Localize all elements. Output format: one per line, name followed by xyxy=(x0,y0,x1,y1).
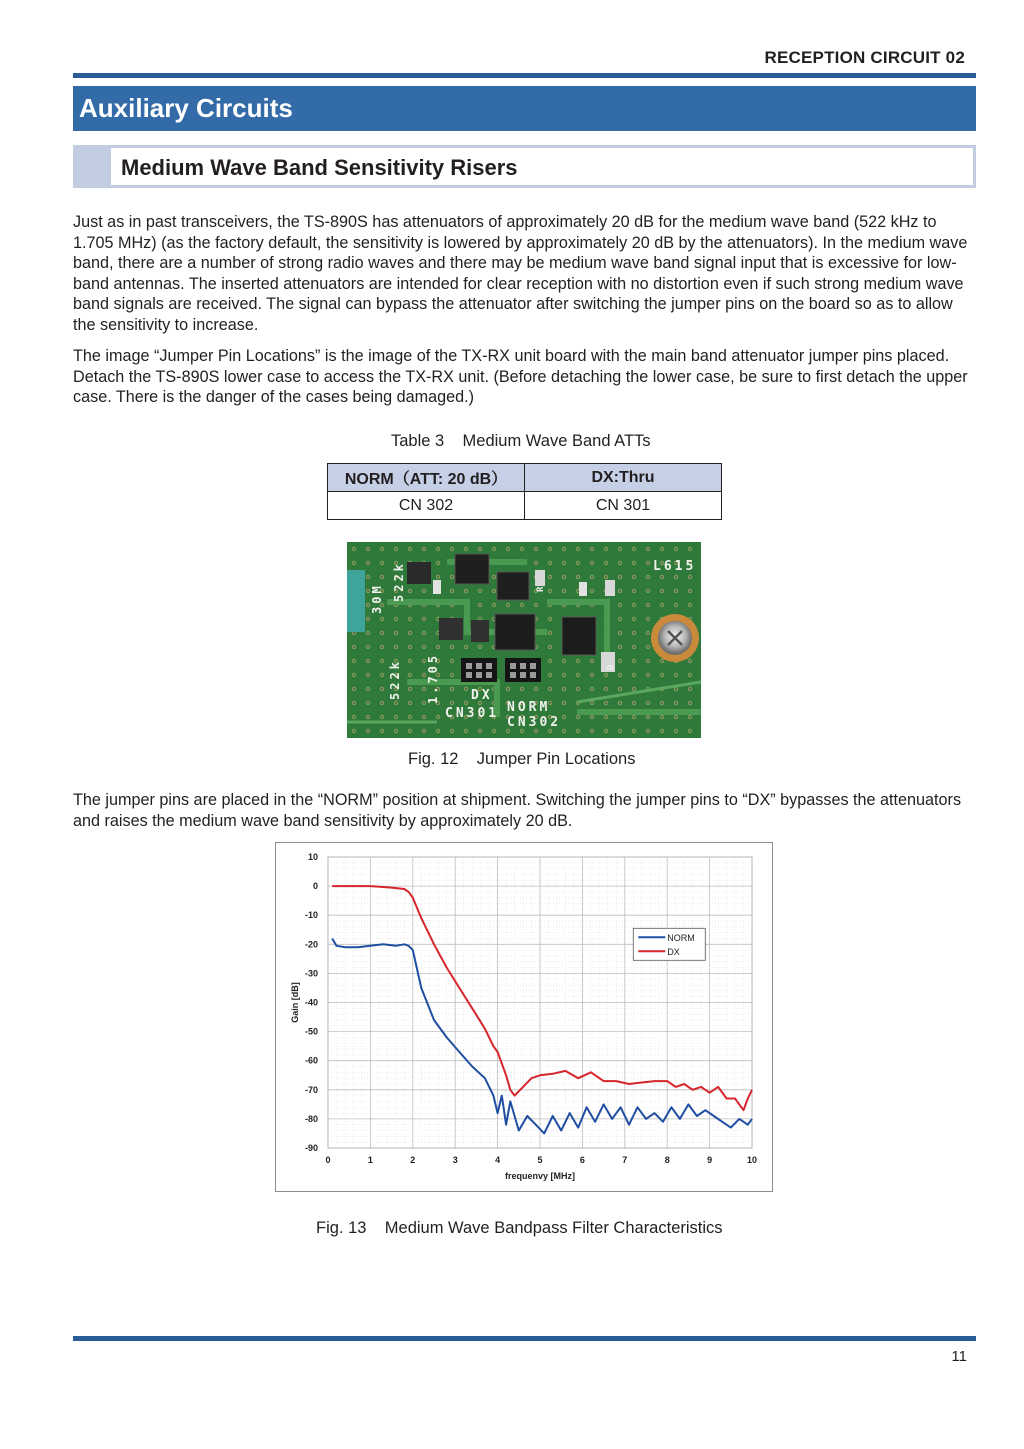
x-tick-label: 7 xyxy=(622,1155,628,1165)
silkscreen-1705: 1.705 xyxy=(426,652,440,704)
x-tick-label: 4 xyxy=(495,1155,501,1165)
legend-label-norm: NORM xyxy=(667,932,695,943)
inductor-chip xyxy=(455,554,489,584)
smd-part xyxy=(579,582,587,596)
legend-label-dx: DX xyxy=(667,946,680,957)
y-tick-label: 0 xyxy=(312,881,318,892)
y-tick-label: 10 xyxy=(307,852,318,862)
table-header-norm: NORM（ATT: 20 dB） xyxy=(328,464,525,492)
jumper-header-cn301 xyxy=(461,658,497,682)
y-tick-label: -90 xyxy=(304,1143,318,1153)
jumper-header-cn302 xyxy=(505,658,541,682)
silkscreen-l615: L615 xyxy=(653,559,697,574)
att-table xyxy=(327,463,722,520)
smd-part xyxy=(433,580,441,594)
header-rule xyxy=(73,73,976,78)
x-tick-label: 6 xyxy=(579,1155,585,1165)
jumper-pin-photo xyxy=(347,542,701,738)
smd-part xyxy=(605,580,615,596)
inductor-chip xyxy=(407,562,431,584)
table-cell-dx: CN 301 xyxy=(525,492,722,520)
figure13-caption: Fig. 13 Medium Wave Bandpass Filter Characteristics xyxy=(316,1219,723,1237)
silkscreen-cn302: CN302 xyxy=(507,715,562,730)
footer-rule xyxy=(73,1336,976,1341)
silkscreen-cn301: CN301 xyxy=(445,706,500,721)
table-cell-norm: CN 302 xyxy=(328,492,525,520)
x-tick-label: 2 xyxy=(410,1155,416,1165)
table-header-dx: DX:Thru xyxy=(525,464,722,492)
running-header: RECEPTION CIRCUIT 02 xyxy=(764,48,965,67)
table-row xyxy=(328,492,722,520)
y-tick-label: -70 xyxy=(304,1084,318,1095)
x-tick-label: 0 xyxy=(325,1155,331,1165)
subsection-title-box xyxy=(111,148,973,185)
table-header-row xyxy=(328,464,722,492)
page-number: 11 xyxy=(951,1348,967,1365)
x-tick-label: 1 xyxy=(367,1155,373,1165)
table-caption: Table 3 Medium Wave Band ATTs xyxy=(391,432,651,450)
y-tick-label: -60 xyxy=(304,1055,318,1066)
paragraph-intro: Just as in past transceivers, the TS-890S has attenuators of approximately 20 dB for the medium wave band (522 kHz to 1.705 MHz) (as the factory default, the sensitivity is lowered by approximately 20 dB by the attenuators). In the medium wave band, there are a number of strong radio waves and there may be medium wave band signal input that is excessive for low-band antennas. The inserted attenuators are intended for clear reception with no distortion even if such strong medium wave band signals are received. The signal can bypass the attenuator after switching the jumper pins on the board so as to allow the sensitivity to increase. xyxy=(73,213,968,334)
y-tick-label: -50 xyxy=(304,1026,318,1037)
figure12-caption: Fig. 12 Jumper Pin Locations xyxy=(408,750,636,768)
inductor-chip xyxy=(495,614,535,650)
silkscreen-norm: NORM xyxy=(507,700,551,715)
silkscreen-30m: 30M xyxy=(370,583,384,614)
x-tick-label: 10 xyxy=(746,1155,758,1165)
y-tick-label: -20 xyxy=(304,939,318,950)
y-axis-label: Gain [dB] xyxy=(290,982,300,1023)
inductor-chip xyxy=(562,617,596,655)
x-tick-label: 5 xyxy=(537,1155,543,1165)
y-tick-label: -40 xyxy=(304,997,318,1008)
section-title: Auxiliary Circuits xyxy=(79,93,293,123)
subsection-title: Medium Wave Band Sensitivity Risers xyxy=(121,155,518,180)
y-tick-label: -10 xyxy=(304,910,318,921)
paragraph-jumper-shipment: The jumper pins are placed in the “NORM” position at shipment. Switching the jumper pins to “DX” bypasses the attenuators and raises the medium wave band sensitivity by approximately 20 dB. xyxy=(73,791,962,830)
ic-chip xyxy=(471,620,489,642)
x-tick-label: 8 xyxy=(664,1155,670,1165)
silkscreen-522k-bottom: 522k xyxy=(388,659,402,700)
y-tick-label: -80 xyxy=(304,1113,318,1124)
x-tick-label: 3 xyxy=(452,1155,458,1165)
inductor-chip xyxy=(497,572,529,600)
silkscreen-d: D xyxy=(606,661,616,670)
subsection-title-bar xyxy=(73,145,976,188)
section-title-bar xyxy=(73,86,976,131)
x-tick-label: 9 xyxy=(707,1155,713,1165)
silkscreen-dx: DX xyxy=(471,688,493,703)
silkscreen-522k-top: 522k xyxy=(392,561,406,602)
x-axis-label: frequenvy [MHz] xyxy=(504,1171,576,1181)
ic-chip xyxy=(439,618,463,640)
y-tick-label: -30 xyxy=(304,968,318,979)
paragraph-jumper-location: The image “Jumper Pin Locations” is the image of the TX-RX unit board with the main band attenuator jumper pins placed. Detach the TS-890S lower case to access the TX-RX unit. (Before detaching the lower case, be sure to first detach the upper case. There is the danger of the cases being damaged.) xyxy=(73,347,968,407)
bandpass-chart xyxy=(275,842,773,1192)
silkscreen-r: R xyxy=(536,583,546,592)
